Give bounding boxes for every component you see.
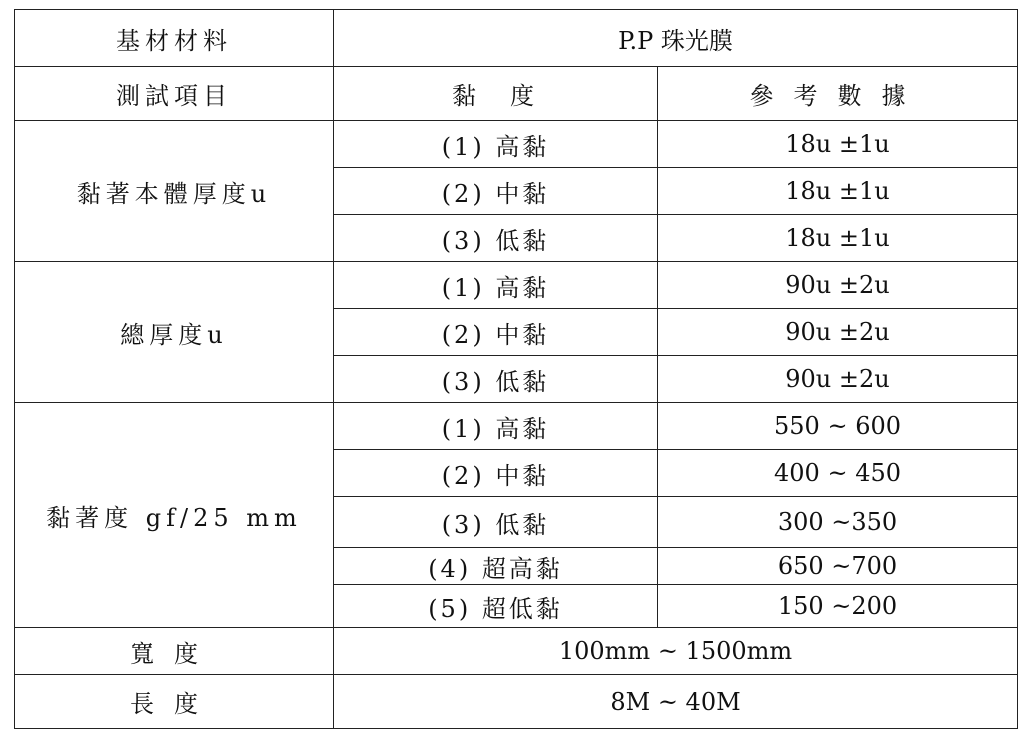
spec-table bbox=[14, 9, 1018, 729]
grade-cell: (3) 低黏 bbox=[334, 497, 658, 548]
material-value: P.P 珠光膜 bbox=[334, 10, 1018, 67]
value-cell: 90u ±2u bbox=[658, 356, 1018, 403]
value-cell: 150 ~200 bbox=[658, 585, 1018, 628]
value-cell: 18u ±1u bbox=[658, 168, 1018, 215]
grade-cell: (3) 低黏 bbox=[334, 215, 658, 262]
value-cell: 400 ~ 450 bbox=[658, 450, 1018, 497]
width-row bbox=[15, 628, 1018, 675]
value-cell: 550 ~ 600 bbox=[658, 403, 1018, 450]
value-cell: 90u ±2u bbox=[658, 309, 1018, 356]
table-row bbox=[15, 262, 1018, 309]
group-label-adhesion: 黏著度 gf/25 mm bbox=[15, 403, 334, 628]
value-cell: 300 ~350 bbox=[658, 497, 1018, 548]
grade-cell: (4) 超高黏 bbox=[334, 548, 658, 585]
grade-cell: (1) 高黏 bbox=[334, 403, 658, 450]
width-label: 寬度 bbox=[15, 628, 334, 675]
grade-cell: (1) 高黏 bbox=[334, 262, 658, 309]
adhesion-header: 黏 度 bbox=[334, 67, 658, 121]
material-label: 基材材料 bbox=[15, 10, 334, 67]
grade-cell: (2) 中黏 bbox=[334, 309, 658, 356]
length-label: 長度 bbox=[15, 675, 334, 729]
value-cell: 90u ±2u bbox=[658, 262, 1018, 309]
reference-header: 參考數據 bbox=[658, 67, 1018, 121]
group-label-total-thickness: 總厚度u bbox=[15, 262, 334, 403]
width-value: 100mm ~ 1500mm bbox=[334, 628, 1018, 675]
table-row bbox=[15, 121, 1018, 168]
length-value: 8M ~ 40M bbox=[334, 675, 1018, 729]
length-row bbox=[15, 675, 1018, 729]
value-cell: 18u ±1u bbox=[658, 215, 1018, 262]
header-row bbox=[15, 67, 1018, 121]
grade-cell: (2) 中黏 bbox=[334, 450, 658, 497]
grade-cell: (5) 超低黏 bbox=[334, 585, 658, 628]
grade-cell: (1) 高黏 bbox=[334, 121, 658, 168]
grade-cell: (3) 低黏 bbox=[334, 356, 658, 403]
value-cell: 18u ±1u bbox=[658, 121, 1018, 168]
material-row bbox=[15, 10, 1018, 67]
grade-cell: (2) 中黏 bbox=[334, 168, 658, 215]
test-item-label: 測試項目 bbox=[15, 67, 334, 121]
table-row bbox=[15, 403, 1018, 450]
group-label-adhesive-thickness: 黏著本體厚度u bbox=[15, 121, 334, 262]
value-cell: 650 ~700 bbox=[658, 548, 1018, 585]
